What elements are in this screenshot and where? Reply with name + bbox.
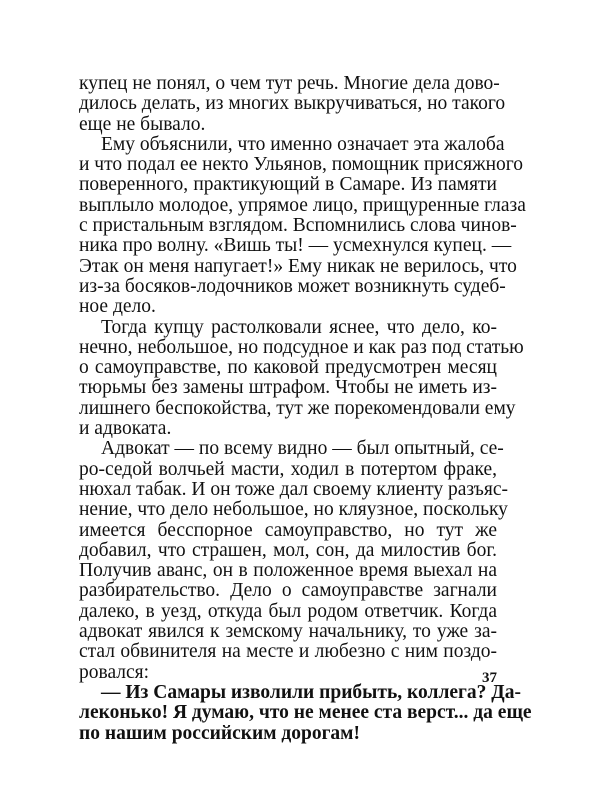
text-line: — Из Самары изволили прибыть, коллега? Да-: [101, 681, 521, 703]
text-line: Адвокат — по всему видно — был опытный, се-: [101, 438, 504, 460]
text-line: ное дело.: [79, 296, 156, 318]
paragraph: [79, 73, 506, 135]
text-line: о самоуправстве, по каковой предусмотрен месяц: [79, 357, 497, 379]
paragraph: [79, 133, 526, 318]
text-line: поверенного, практикующий в Самаре. Из памяти: [79, 174, 497, 196]
text-line: далеко, в уезд, откуда был родом ответчик. Когда: [79, 600, 497, 622]
text-line: разбирательство. Дело о самоуправстве загнали: [79, 580, 497, 602]
text-line: из-за босяков-лодочников может возникнуть судеб-: [79, 275, 506, 297]
text-line: нечно, небольшое, но подсудное и как раз под статью: [79, 336, 524, 358]
page-number: 37: [482, 670, 497, 686]
text-line: тюрьмы без замены штрафом. Чтобы не иметь из-: [79, 377, 497, 399]
text-line: нение, что дело небольшое, но кляузное, поскольку: [79, 499, 508, 521]
text-line: и что подал ее некто Ульянов, помощник присяжного: [79, 154, 524, 176]
body-text: [79, 73, 532, 744]
paragraph: [79, 681, 532, 744]
text-line: стал обвинителя на месте и любезно с ним поздо-: [79, 641, 497, 663]
text-line: Этак он меня напугает!» Ему никак не верилось, что: [79, 255, 517, 277]
text-line: нюхал табак. И он тоже дал своему клиенту разъяс-: [79, 478, 508, 500]
text-line: имеется бесспорное самоуправство, но тут же: [79, 519, 497, 541]
text-line: ника про волну. «Вишь ты! — усмехнулся купец. —: [79, 235, 512, 257]
text-line: выплыло молодое, упрямое лицо, прищуренные глаза: [79, 194, 526, 216]
text-line: с пристальным взглядом. Вспомнились слова чинов-: [79, 215, 517, 237]
text-line: Тогда купцу растолковали яснее, что дело, ко-: [101, 316, 497, 338]
text-line: леконько! Я думаю, что не менее ста верст... да еще: [79, 702, 532, 724]
text-line: ро-седой волчьей масти, ходил в потертом фраке,: [79, 458, 497, 480]
paragraph: [79, 438, 508, 683]
text-line: лишнего беспокойства, тут же порекомендовали ему: [79, 397, 516, 419]
text-line: ровался:: [79, 661, 150, 683]
text-line: по нашим российским дорогам!: [79, 722, 360, 744]
text-line: Получив аванс, он в положенное время выехал на: [79, 560, 497, 582]
text-line: еще не бывало.: [79, 113, 206, 135]
text-line: адвокат явился к земскому начальнику, то уже за-: [79, 621, 497, 643]
text-line: и адвоката.: [79, 418, 172, 440]
text-line: Ему объяснили, что именно означает эта жалоба: [101, 133, 505, 155]
text-line: добавил, что страшен, мол, сон, да милостив бог.: [79, 539, 497, 561]
paragraph: [79, 316, 524, 440]
text-line: купец не понял, о чем тут речь. Многие дела дово-: [79, 73, 500, 94]
text-line: дилось делать, из многих выкручиваться, но такого: [79, 93, 506, 115]
